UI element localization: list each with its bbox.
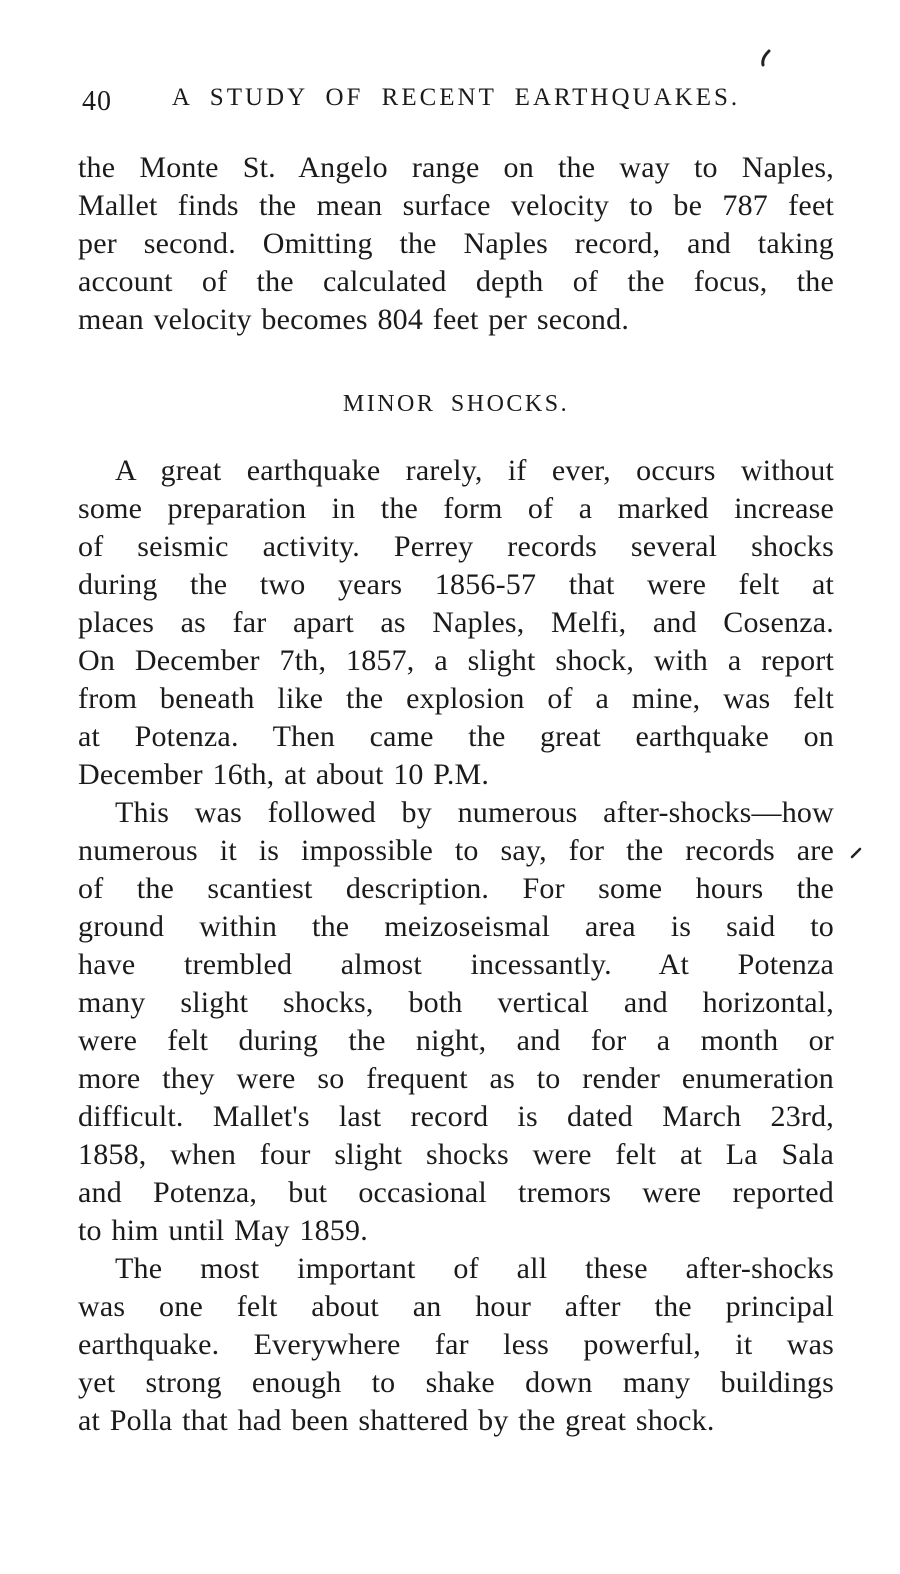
text-line: per second. Omitting the Naples record, and taking [78, 227, 834, 260]
text-line: places as far apart as Naples, Melfi, and Cosenza. [78, 606, 834, 639]
paragraph [78, 794, 834, 1250]
text-line: more they were so frequent as to render enumeration [78, 1062, 834, 1095]
text-line: have trembled almost incessantly. At Potenza [78, 948, 834, 981]
text-line: ground within the meizoseismal area is said to [78, 910, 834, 943]
page-header [78, 84, 834, 116]
text-line: at Polla that had been shattered by the great shock. [78, 1404, 715, 1437]
text-line: earthquake. Everywhere far less powerful, it was [78, 1328, 834, 1361]
text-line: many slight shocks, both vertical and horizontal, [78, 986, 834, 1019]
text-line: difficult. Mallet's last record is dated March 23rd, [78, 1100, 834, 1133]
paragraph [78, 1250, 834, 1440]
text-line: and Potenza, but occasional tremors were reported [78, 1176, 834, 1209]
running-title: A STUDY OF RECENT EARTHQUAKES. [171, 84, 741, 111]
text-line: The most important of all these after-shocks [115, 1252, 834, 1285]
text-line: were felt during the night, and for a month or [78, 1024, 834, 1057]
text-line: This was followed by numerous after-shocks—how [115, 796, 834, 829]
text-line: yet strong enough to shake down many buildings [78, 1366, 834, 1399]
text-line: during the two years 1856-57 that were felt at [78, 568, 834, 601]
text-line: 1858, when four slight shocks were felt at La Sala [78, 1138, 834, 1171]
paragraph [78, 149, 834, 339]
text-line: of the scantiest description. For some hours the [78, 872, 834, 905]
text-line: account of the calculated depth of the focus, the [78, 265, 834, 298]
text-line: numerous it is impossible to say, for the records are [78, 834, 834, 867]
text-line: was one felt about an hour after the principal [78, 1290, 834, 1323]
text-line: Mallet finds the mean surface velocity to be 787 feet [78, 189, 834, 222]
text-line: some preparation in the form of a marked increase [78, 492, 834, 525]
text-line: mean velocity becomes 804 feet per second. [78, 303, 630, 336]
text-line: at Potenza. Then came the great earthquake on [78, 720, 834, 753]
page-number: 40 [82, 86, 112, 117]
scan-artifact-tick [849, 846, 863, 865]
scan-artifact-mark [757, 48, 773, 73]
text-line: On December 7th, 1857, a slight shock, with a report [78, 644, 834, 677]
text-line: A great earthquake rarely, if ever, occurs without [115, 454, 834, 487]
text-line: of seismic activity. Perrey records several shocks [78, 530, 834, 563]
paragraph [78, 452, 834, 794]
text-line: from beneath like the explosion of a mine, was felt [78, 682, 834, 715]
text-line: to him until May 1859. [78, 1214, 368, 1247]
text-line: the Monte St. Angelo range on the way to Naples, [78, 151, 834, 184]
text-line: December 16th, at about 10 P.M. [78, 758, 490, 791]
section-heading: MINOR SHOCKS. [342, 391, 570, 417]
